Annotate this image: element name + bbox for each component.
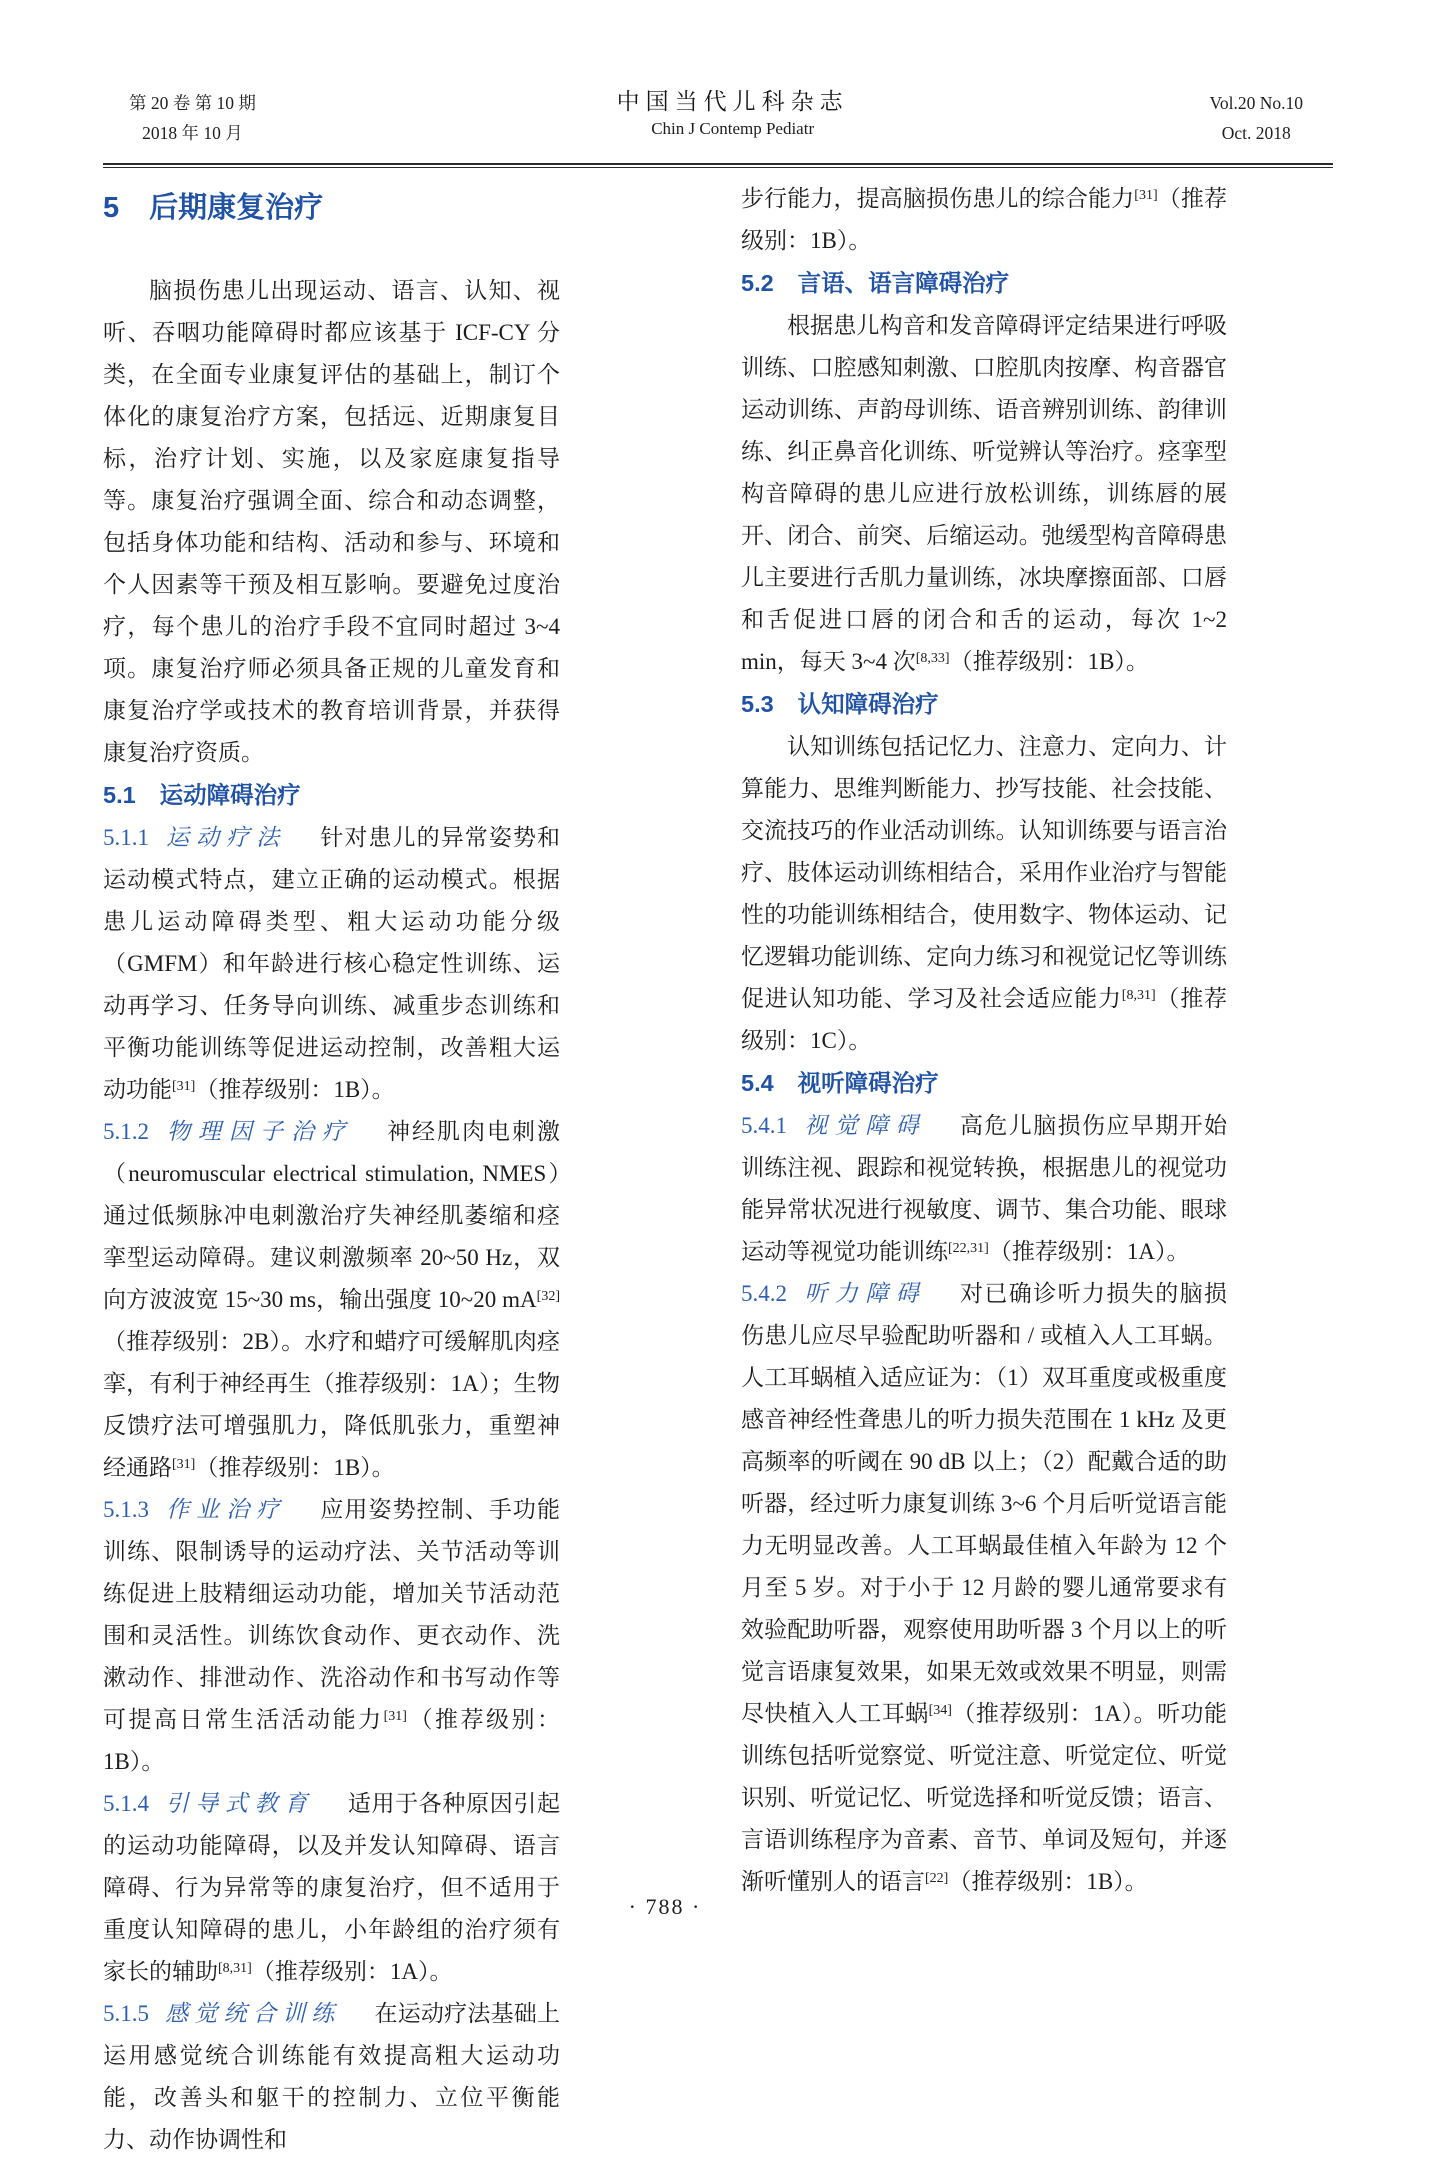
- article-body: [103, 178, 1333, 2161]
- heading-number: 5.4: [741, 1070, 774, 1096]
- citation-ref: [8,33]: [915, 651, 950, 666]
- heading-number: 5.2: [741, 270, 774, 296]
- header-vol-no: Vol.20 No.10: [1209, 93, 1303, 113]
- citation-ref: [22]: [925, 1871, 949, 1886]
- citation-ref: [31]: [172, 1457, 196, 1472]
- section-heading-5-2: [741, 262, 1227, 305]
- heading-title: 认知障碍治疗: [797, 691, 939, 717]
- subsection-5-4-1: 5.4.1 视觉障碍 高危儿脑损伤应早期开始训练注视、跟踪和视觉转换，根据患儿的视觉功能异常状况进行视敏度、调节、集合功能、眼球运动等视觉功能训练[22,31]（推荐级别：1A）。: [741, 1113, 1228, 1264]
- section-heading-5-1: [103, 774, 560, 817]
- header-volume-info: [1209, 88, 1303, 148]
- paragraph: 步行能力，提高脑损伤患儿的综合能力[31]（推荐级别：1B）。: [741, 186, 1228, 253]
- page-content: [103, 0, 1333, 2161]
- header-issue-info: [129, 88, 256, 148]
- subsection-5-1-4: 5.1.4 引导式教育 适用于各种原因引起的运动功能障碍，以及并发认知障碍、语言障碍、行为异常等的康复治疗，但不适用于重度认知障碍的患儿，小年龄组的治疗须有家长的辅助[8,31]（推荐级别：1A）。: [103, 1791, 561, 1984]
- paragraph: 脑损伤患儿出现运动、语言、认知、视听、吞咽功能障碍时都应该基于 ICF-CY 分类，在全面专业康复评估的基础上，制订个体化的康复治疗方案，包括远、近期康复目标，治疗计划、实施，以及家庭康复指导等。康复治疗强调全面、综合和动态调整，包括身体功能和结构、活动和参与、环境和个人因素等干预及相互影响。要避免过度治疗，每个患儿的治疗手段不宜同时超过 3~4 项。康复治疗师必须具备正规的儿童发育和康复治疗学或技术的教育培训背景，并获得康复治疗资质。: [103, 278, 560, 765]
- citation-ref: [8,31]: [1121, 988, 1156, 1003]
- subheading-title: 作业治疗: [165, 1497, 287, 1522]
- subsection-5-4-2: 5.4.2 听力障碍 对已确诊听力损失的脑损伤患儿应尽早验配助听器和 / 或植入人工耳蜗。人工耳蜗植入适应证为：（1）双耳重度或极重度感音神经性聋患儿的听力损失范围在 1 kHz 及更高频率的听阈在 90 dB 以上；（2）配戴合适的助听器，经过听力康复训练 3~6 个月后听觉语言能力无明显改善。人工耳蜗最佳植入年龄为 12 个月至 5 岁。对于小于 12 月龄的婴儿通常要求有效验配助听器，观察使用助听器 3 个月以上的听觉言语康复效果，如果无效或效果不明显，则需尽快植入人工耳蜗[34]（推荐级别：1A）。听功能训练包括听觉察觉、听觉注意、听觉定位、听觉识别、听觉记忆、听觉选择和听觉反馈；语言、言语训练程序为音素、音节、单词及短句，并逐渐听懂别人的语言[22]（推荐级别：1B）。: [741, 1281, 1228, 1894]
- header-double-rule: [103, 163, 1333, 168]
- citation-ref: [34]: [928, 1703, 952, 1718]
- citation-ref: [31]: [1134, 188, 1158, 203]
- subheading-title: 感觉统合训练: [165, 2001, 341, 2026]
- subheading-number: 5.1.5: [103, 2001, 149, 2026]
- subsection-5-1-2: 5.1.2 物理因子治疗 神经肌肉电刺激（neuromuscular electrical stimulation, NMES）通过低频脉冲电刺激治疗失神经肌萎缩和痉挛型运动障碍。建议刺激频率 20~50 Hz，双向方波波宽 15~30 ms，输出强度 10~20 mA[32]（推荐级别：2B）。水疗和蜡疗可缓解肌肉痉挛，有利于神经再生（推荐级别：1A）；生物反馈疗法可增强肌力，降低肌张力，重塑神经通路[31]（推荐级别：1B）。: [103, 1119, 560, 1480]
- subsection-5-1-1: 5.1.1 运动疗法 针对患儿的异常姿势和运动模式特点，建立正确的运动模式。根据患儿运动障碍类型、粗大运动功能分级（GMFM）和年龄进行核心稳定性训练、运动再学习、任务导向训练、减重步态训练和平衡功能训练等促进运动控制，改善粗大运动功能[31]（推荐级别：1B）。: [103, 825, 561, 1102]
- subheading-number: 5.4.2: [741, 1281, 787, 1306]
- citation-ref: [32]: [536, 1289, 560, 1304]
- header-date-en: Oct. 2018: [1221, 123, 1291, 143]
- subheading-title: 运动疗法: [165, 825, 287, 850]
- subheading-number: 5.1.3: [103, 1497, 149, 1522]
- journal-header: [103, 88, 1333, 148]
- heading-number: 5.3: [741, 691, 774, 717]
- subheading-title: 引导式教育: [165, 1791, 314, 1816]
- header-journal-title: [617, 88, 849, 142]
- header-date-cn: 2018 年 10 月: [142, 123, 243, 143]
- subheading-title: 听力障碍: [803, 1281, 926, 1306]
- journal-title-en: Chin J Contemp Pediatr: [651, 119, 815, 138]
- heading-title: 后期康复治疗: [149, 192, 324, 224]
- section-heading-5-4: [741, 1062, 1227, 1105]
- heading-title: 视听障碍治疗: [797, 1070, 939, 1096]
- heading-title: 运动障碍治疗: [159, 782, 301, 808]
- page-number: · 788 ·: [628, 1894, 702, 1919]
- right-column: [741, 178, 1227, 2161]
- subheading-title: 物理因子治疗: [165, 1119, 353, 1144]
- subheading-number: 5.4.1: [741, 1113, 787, 1138]
- citation-ref: [22,31]: [948, 1241, 989, 1256]
- citation-ref: [31]: [383, 1709, 407, 1724]
- subheading-number: 5.1.2: [103, 1119, 149, 1144]
- citation-ref: [8,31]: [218, 1961, 252, 1976]
- heading-title: 言语、语言障碍治疗: [797, 270, 1010, 296]
- subheading-number: 5.1.1: [103, 825, 149, 850]
- section-heading-5: [103, 190, 560, 226]
- header-volume-issue: 第 20 卷 第 10 期: [129, 93, 256, 113]
- subsection-5-1-3: 5.1.3 作业治疗 应用姿势控制、手功能训练、限制诱导的运动疗法、关节活动等训练促进上肢精细运动功能，增加关节活动范围和灵活性。训练饮食动作、更衣动作、洗漱动作、排泄动作、洗浴动作和书写动作等可提高日常生活活动能力[31]（推荐级别：1B）。: [103, 1497, 561, 1774]
- journal-title-cn: 中国当代儿科杂志: [616, 89, 849, 114]
- paragraph: 认知训练包括记忆力、注意力、定向力、计算能力、思维判断能力、抄写技能、社会技能、交流技巧的作业活动训练。认知训练要与语言治疗、肢体运动训练相结合，采用作业治疗与智能性的功能训练相结合，使用数字、物体运动、记忆逻辑功能训练、定向力练习和视觉记忆等训练促进认知功能、学习及社会适应能力[8,31]（推荐级别：1C）。: [741, 734, 1228, 1053]
- subheading-number: 5.1.4: [103, 1791, 149, 1816]
- subsection-5-1-5: 5.1.5 感觉统合训练 在运动疗法基础上运用感觉统合训练能有效提高粗大运动功能，改善头和躯干的控制力、立位平衡能力、动作协调性和: [103, 2001, 561, 2152]
- section-heading-5-3: [741, 683, 1227, 726]
- citation-ref: [31]: [172, 1079, 196, 1094]
- paragraph: 根据患儿构音和发音障碍评定结果进行呼吸训练、口腔感知刺激、口腔肌肉按摩、构音器官运动训练、声韵母训练、语音辨别训练、韵律训练、纠正鼻音化训练、听觉辨认等治疗。痉挛型构音障碍的患儿应进行放松训练，训练唇的展开、闭合、前突、后缩运动。弛缓型构音障碍患儿主要进行舌肌力量训练，冰块摩擦面部、口唇和舌促进口唇的闭合和舌的运动，每次 1~2 min，每天 3~4 次[8,33]（推荐级别：1B）。: [741, 313, 1227, 674]
- left-column: [103, 178, 560, 2161]
- heading-number: 5.1: [103, 782, 136, 808]
- heading-number: 5: [103, 192, 120, 224]
- subheading-title: 视觉障碍: [803, 1113, 926, 1138]
